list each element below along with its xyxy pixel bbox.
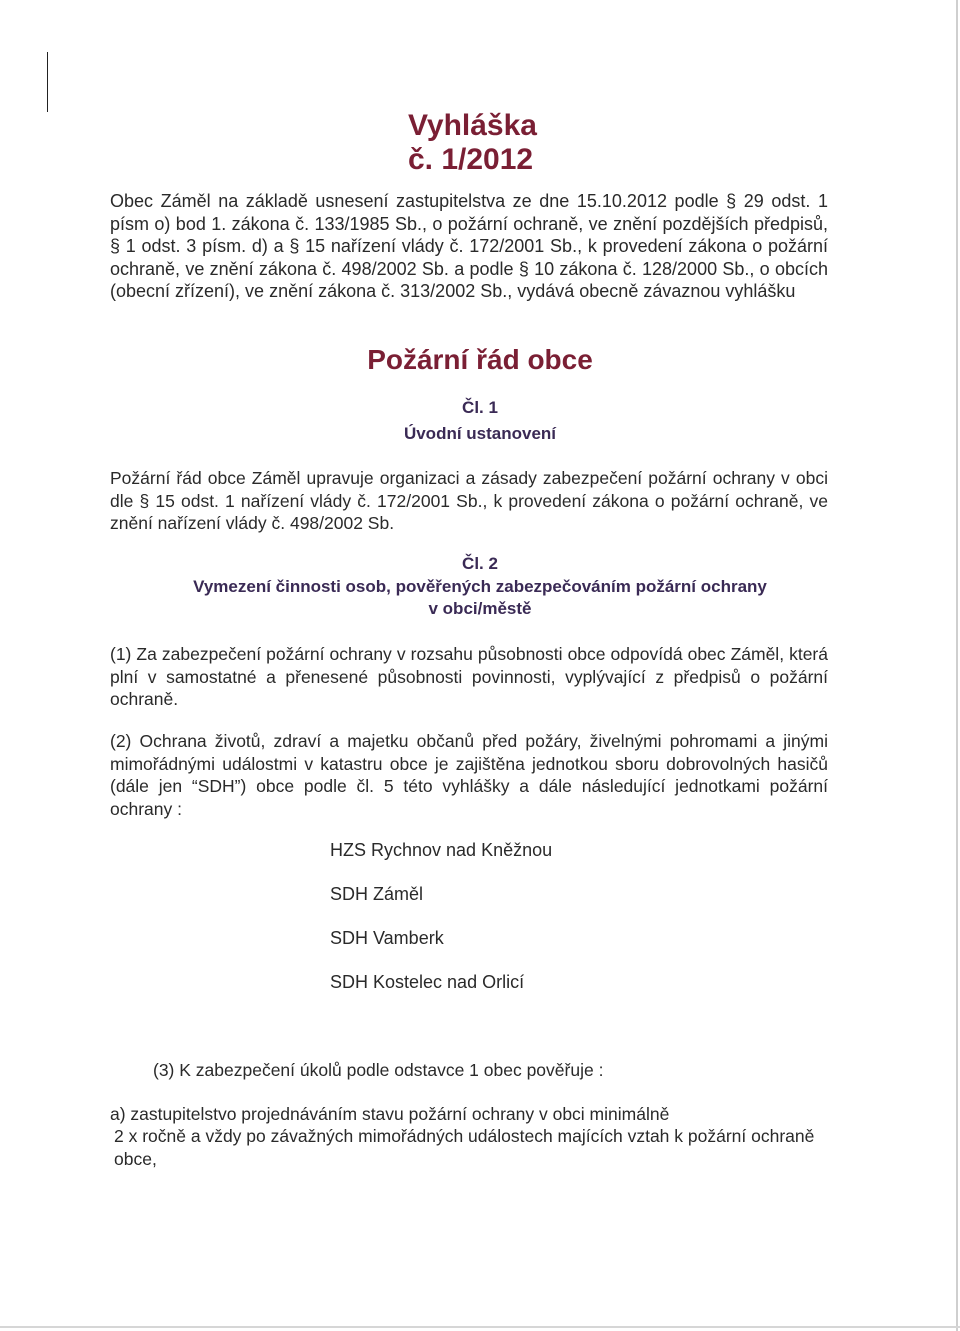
article-1-number: Čl. 1	[462, 398, 498, 417]
article-2-paragraph-3: (3) K zabezpečení úkolů podle odstavce 1 obec pověřuje :	[153, 1060, 604, 1080]
intro-paragraph: Obec Záměl na základě usnesení zastupitelstva ze dne 15.10.2012 podle § 29 odst. 1 písm o) bod 1. zákona č. 133/1985 Sb., o požární ochraně, ve znění pozdějších předpisů, § 1 odst. 3 písm. d) a § 15 nařízení vlády č. 172/2001 Sb., k provedení zákona o požární ochraně, ve znění zákona č. 498/2002 Sb. a podle § 10 zákona č. 128/2000 Sb., o obcích (obecní zřízení), ve znění zákona č. 313/2002 Sb., vydává obecně závaznou vyhlášku	[110, 191, 828, 301]
article-2-number: Čl. 2	[462, 554, 498, 573]
unit-item: SDH Vamberk	[330, 928, 444, 948]
article-2-paragraph-2: (2) Ochrana životů, zdraví a majetku občanů před požáry, živelnými pohromami a jinými mimořádnými událostmi v katastru obce je zajištěna jednotkou sboru dobrovolných hasičů (dále jen “SDH”) obce podle čl. 5 této vyhlášky a dále následující jednotkami požární ochrany :	[110, 731, 828, 819]
scan-edge-bottom	[0, 1326, 960, 1328]
article-2-title-line2: v obci/městě	[428, 599, 532, 618]
scan-mark	[47, 52, 48, 112]
article-1-text: Požární řád obce Záměl upravuje organizaci a zásady zabezpečení požární ochrany v obci dle § 15 odst. 1 nařízení vlády č. 172/2001 Sb., k provedení zákona o požární ochraně, ve znění nařízení vlády č. 498/2002 Sb.	[110, 468, 828, 533]
document-title: Vyhláška	[408, 109, 537, 142]
document-number: č. 1/2012	[408, 143, 534, 176]
article-2-title-line1: Vymezení činnosti osob, pověřených zabezpečováním požární ochrany	[193, 577, 767, 596]
unit-item: SDH Záměl	[330, 884, 424, 904]
article-2-item-a-line2: 2 x ročně a vždy po závažných mimořádných událostech majících vztah k požární ochraně obce,	[114, 1126, 815, 1169]
article-1-title: Úvodní ustanovení	[403, 424, 557, 443]
scan-edge-right	[956, 0, 958, 1331]
unit-item: HZS Rychnov nad Kněžnou	[330, 840, 553, 860]
article-2-item-a-line1: a) zastupitelstvo projednáváním stavu požární ochrany v obci minimálně	[110, 1104, 670, 1124]
unit-item: SDH Kostelec nad Orlicí	[330, 972, 525, 992]
main-heading: Požární řád obce	[367, 344, 593, 375]
article-2-paragraph-1: (1) Za zabezpečení požární ochrany v rozsahu působnosti obce odpovídá obec Záměl, která plní v samostatné a přenesené působnosti povinnosti, vyplývající z předpisů o požární ochraně.	[110, 644, 828, 709]
